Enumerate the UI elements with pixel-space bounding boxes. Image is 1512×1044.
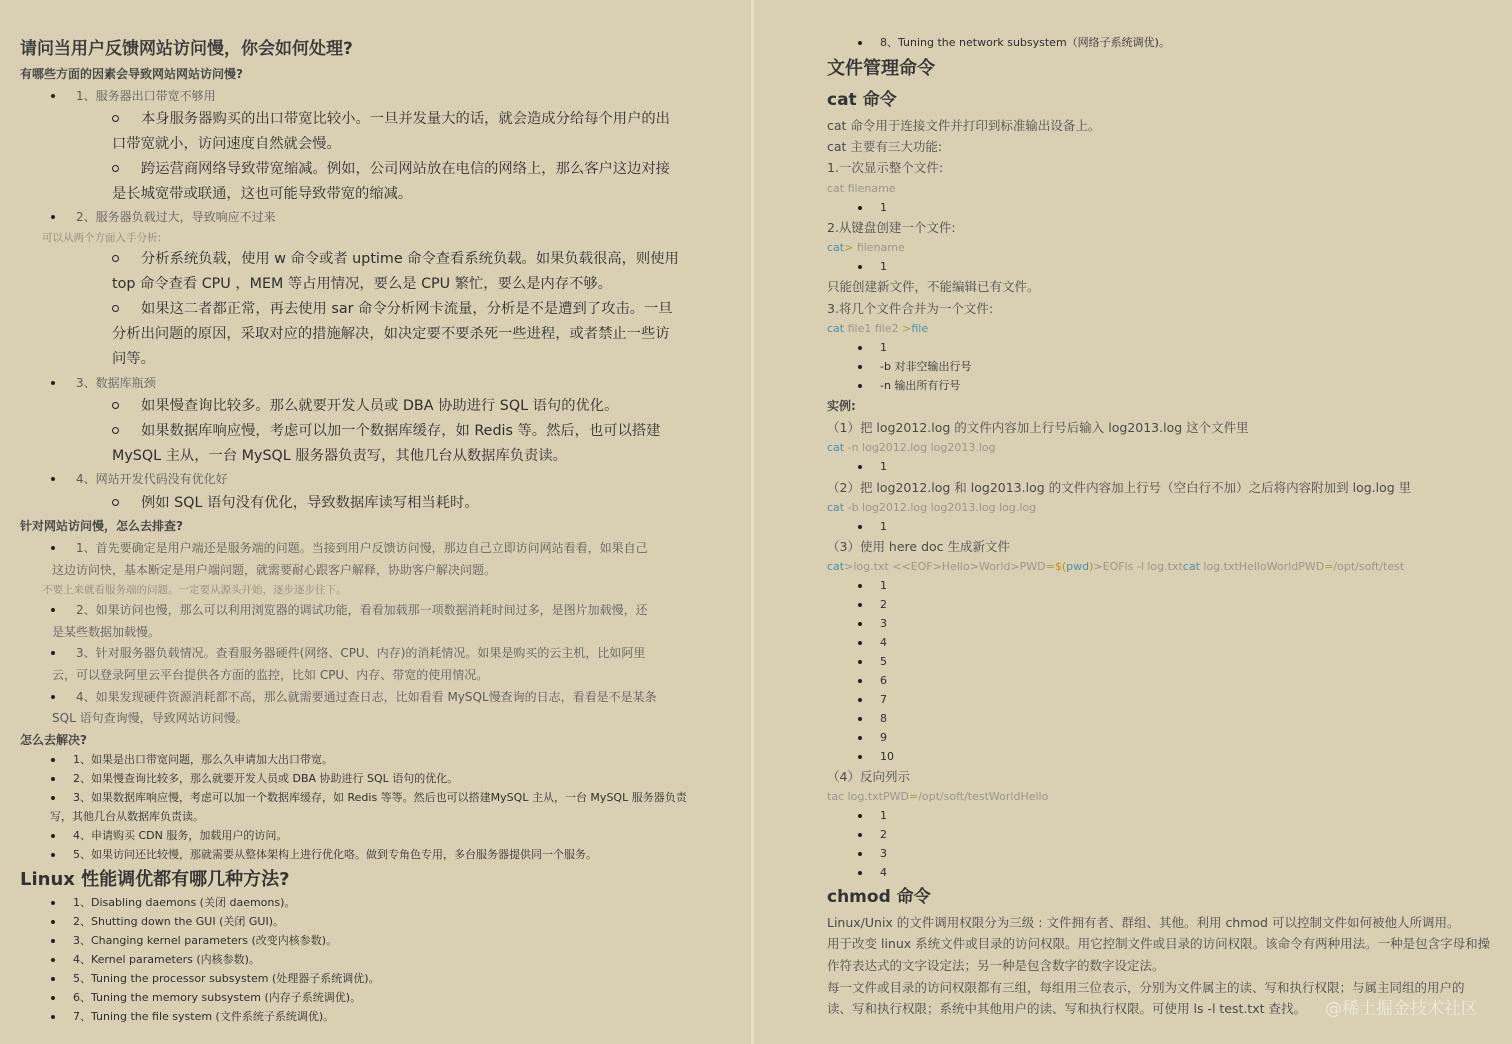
solve-item: 2、如果慢查询比较多，那么就要开发人员或 DBA 协助进行 SQL 语句的优化。 <box>73 772 459 785</box>
code-text: filename <box>853 241 905 254</box>
bullet-icon <box>858 871 862 875</box>
bullet-icon <box>51 796 55 800</box>
bullet-icon <box>51 777 55 781</box>
sub-item-line: 如果慢查询比较多。那么就要开发人员或 DBA 协助进行 SQL 语句的优化。 <box>141 398 619 414</box>
solve-item: 1、如果是出口带宽问题，那么久申请加大出口带宽。 <box>73 753 333 766</box>
line-number: 9 <box>880 731 887 744</box>
line-number: 1 <box>880 520 887 533</box>
circle-bullet-icon <box>112 165 119 172</box>
line-number: 2 <box>880 828 887 841</box>
func-2: 2.从键盘创建一个文件: <box>827 220 956 235</box>
linux-item: 3、Changing kernel parameters (改变内核参数)。 <box>73 934 338 947</box>
code-keyword: cat <box>827 501 845 514</box>
code-text: file <box>911 322 929 335</box>
func-1: 1.一次显示整个文件: <box>827 160 944 175</box>
bullet-icon <box>858 698 862 702</box>
solve-item: 3、如果数据库响应慢，考虑可以加一个数据库缓存，如 Redis 等等。然后也可以搭建MySQL 主从，一台 MySQL 服务器负责 <box>73 791 687 804</box>
line-number: 10 <box>880 750 894 763</box>
examples-heading: 实例: <box>827 399 856 413</box>
circle-bullet-icon <box>112 402 119 409</box>
linux-item: 2、Shutting down the GUI (关闭 GUI)。 <box>73 915 284 928</box>
bullet-icon <box>858 584 862 588</box>
chmod-heading: chmod 命令 <box>827 887 931 907</box>
sub-item-line: 分析系统负载，使用 w 命令或者 uptime 命令查看系统负载。如果负载很高，则使用 <box>141 251 679 267</box>
bullet-icon <box>858 814 862 818</box>
bullet-icon <box>858 206 862 210</box>
code-line <box>827 438 996 458</box>
check-3-cont: 云，可以登录阿里云平台提供各方面的监控，比如 CPU、内存、带宽的使用情况。 <box>52 668 489 682</box>
bullet-icon <box>858 755 862 759</box>
cause-2: 2、服务器负载过大，导致响应不过来 <box>76 210 276 224</box>
linux-item: 1、Disabling daemons (关闭 daemons)。 <box>73 896 296 909</box>
chmod-para: 每一文件或目录的访问权限都有三组，每组用三位表示，分别为文件属主的读、写和执行权限；与属主同组的用户的 <box>827 980 1465 995</box>
code-text: /opt/soft/test <box>1333 560 1405 573</box>
check-2-cont: 是某些数据加载慢。 <box>52 625 161 639</box>
linux-item: 4、Kernel parameters (内核参数)。 <box>73 953 260 966</box>
check-2: 2、如果访问也慢，那么可以利用浏览器的调试功能，看看加载那一项数据消耗时间过多，是图片加载慢，还 <box>76 603 648 617</box>
line-number: 1 <box>880 260 887 273</box>
chmod-para: Linux/Unix 的文件调用权限分为三级 : 文件拥有者、群组、其他。利用 chmod 可以控制文件如何被他人所调用。 <box>827 915 1460 930</box>
check-4-cont: SQL 语句查询慢，导致网站访问慢。 <box>52 711 248 725</box>
line-number: 3 <box>880 847 887 860</box>
example-4: （4）反向列示 <box>827 769 910 784</box>
page-title: 请问当用户反馈网站访问慢，你会如何处理? <box>20 39 353 59</box>
sub-item-line: top 命令查看 CPU ，MEM 等占用情况，要么是 CPU 繁忙，要么是内存不够。 <box>112 276 612 292</box>
bullet-icon <box>858 365 862 369</box>
bullet-icon <box>858 41 862 45</box>
bullet-icon <box>858 465 862 469</box>
sub-item-line: 如果数据库响应慢，考虑可以加一个数据库缓存，如 Redis 等。然后，也可以搭建 <box>141 423 661 439</box>
cat-desc: cat 命令用于连接文件并打印到标准输出设备上。 <box>827 118 1101 133</box>
bullet-icon <box>858 679 862 683</box>
code-text: /opt/soft/testWorldHello <box>918 790 1049 803</box>
code-operator: = <box>908 790 919 803</box>
circle-bullet-icon <box>112 115 119 122</box>
cat-heading: cat 命令 <box>827 90 897 110</box>
code-keyword: cat <box>827 441 845 454</box>
code-line <box>827 238 905 258</box>
example-1: （1）把 log2012.log 的文件内容加上行号后输入 log2013.log 这个文件里 <box>827 420 1249 435</box>
code-keyword: cat <box>827 560 845 573</box>
bullet-icon <box>51 901 55 905</box>
code-operator: $( <box>1054 560 1067 573</box>
func-2-note: 只能创建新文件，不能编辑已有文件。 <box>827 279 1040 294</box>
bullet-icon <box>51 695 55 699</box>
bullet-icon <box>858 622 862 626</box>
circle-bullet-icon <box>112 255 119 262</box>
cause-4: 4、网站开发代码没有优化好 <box>76 472 228 486</box>
code-line: cat filename <box>827 182 896 195</box>
linux-item: 8、Tuning the network subsystem（网络子系统调优)。 <box>880 36 1170 49</box>
circle-bullet-icon <box>112 499 119 506</box>
circle-bullet-icon <box>112 427 119 434</box>
bullet-icon <box>858 384 862 388</box>
page-divider <box>751 0 754 1044</box>
code-line <box>827 498 1036 518</box>
bullet-icon <box>51 215 55 219</box>
check-4: 4、如果发现硬件资源消耗都不高，那么就需要通过查日志，比如看看 MySQL慢查询的日志，看看是不是某条 <box>76 690 657 704</box>
line-number: 1 <box>880 809 887 822</box>
sub-item-line: 如果这二者都正常，再去使用 sar 命令分析网卡流量，分析是不是遭到了攻击。一旦 <box>141 301 673 317</box>
line-number: 1 <box>880 341 887 354</box>
code-text: >EOFls -l log.txt <box>1093 560 1183 573</box>
bullet-icon <box>858 717 862 721</box>
bullet-icon <box>51 834 55 838</box>
sub-item-line: 跨运营商网络导致带宽缩减。例如，公司网站放在电信的网络上，那么客户这边对接 <box>141 161 670 177</box>
circle-bullet-icon <box>112 305 119 312</box>
line-number: 1 <box>880 579 887 592</box>
bullet-icon <box>858 346 862 350</box>
code-text: tac log.txtPWD <box>827 790 909 803</box>
sub-item-line: 是长城宽带或联通，这也可能导致带宽的缩减。 <box>112 186 413 202</box>
bullet-icon <box>51 958 55 962</box>
code-keyword: cat <box>1182 560 1200 573</box>
bullet-icon <box>51 94 55 98</box>
code-text: -n log2012.log log2013.log <box>844 441 996 454</box>
linux-item: 5、Tuning the processor subsystem (处理器子系统调优)。 <box>73 972 380 985</box>
check-note: 不要上来就看服务端的问题。一定要从源头开始，逐步逐步往下。 <box>42 584 347 596</box>
code-keyword: cat <box>827 241 845 254</box>
solve-item: 4、申请购买 CDN 服务，加载用户的访问。 <box>73 829 288 842</box>
bullet-icon <box>51 608 55 612</box>
bullet-icon <box>51 546 55 550</box>
bullet-icon <box>858 852 862 856</box>
bullet-icon <box>51 920 55 924</box>
bullet-icon <box>51 1015 55 1019</box>
bullet-icon <box>51 758 55 762</box>
code-operator: = <box>1324 560 1334 573</box>
linux-item: 6、Tuning the memory subsystem (内存子系统调优)。 <box>73 991 362 1004</box>
code-text: >log.txt <<EOF>Hello>World>PWD <box>844 560 1046 573</box>
check-1: 1、首先要确定是用户端还是服务端的问题。当接到用户反馈访问慢，那边自己立即访问网站看看，如果自己 <box>76 541 648 555</box>
file-heading: 文件管理命令 <box>827 58 935 79</box>
line-number: 7 <box>880 693 887 706</box>
bullet-icon <box>51 477 55 481</box>
line-number: 1 <box>880 201 887 214</box>
chmod-para: 用于改变 linux 系统文件或目录的访问权限。用它控制文件或目录的访问权限。该命令有两种用法。一种是包含字母和操 <box>827 936 1491 951</box>
code-operator: = <box>1045 560 1055 573</box>
code-operator: > <box>902 322 912 335</box>
code-text: pwd <box>1066 560 1090 573</box>
solve-item: 5、如果访问还比较慢，那就需要从整体架构上进行优化咯。做到专角色专用，多台服务器提供同一个服务。 <box>73 848 597 861</box>
code-keyword: cat <box>827 322 845 335</box>
line-number: 6 <box>880 674 887 687</box>
solve-item-cont: 写，其他几台从数据库负责读。 <box>50 810 204 823</box>
line-number: 8 <box>880 712 887 725</box>
bullet-icon <box>858 265 862 269</box>
option-n: -n 输出所有行号 <box>880 379 961 392</box>
bullet-icon <box>51 996 55 1000</box>
func-3: 3.将几个文件合并为一个文件: <box>827 301 994 316</box>
line-number: 2 <box>880 598 887 611</box>
linux-heading: Linux 性能调优都有哪几种方法? <box>20 869 290 890</box>
bullet-icon <box>51 381 55 385</box>
chmod-para: 作符表达式的文字设定法；另一种是包含数字的数字设定法。 <box>827 958 1165 973</box>
bullet-icon <box>858 525 862 529</box>
bullet-icon <box>51 939 55 943</box>
example-3: （3）使用 here doc 生成新文件 <box>827 539 1010 554</box>
code-line <box>827 557 1404 577</box>
code-line <box>827 319 928 339</box>
bullet-icon <box>51 853 55 857</box>
bullet-icon <box>858 833 862 837</box>
code-operator: ) <box>1089 560 1094 573</box>
code-text: file1 file2 <box>844 322 903 335</box>
bullet-icon <box>51 651 55 655</box>
line-number: 4 <box>880 636 887 649</box>
bullet-icon <box>858 603 862 607</box>
sub-item-line: 例如 SQL 语句没有优化，导致数据库读写相当耗时。 <box>141 495 479 511</box>
cause-1: 1、服务器出口带宽不够用 <box>76 89 216 103</box>
linux-item: 7、Tuning the file system (文件系统子系统调优)。 <box>73 1010 335 1023</box>
check-1-cont: 这边访问快，基本断定是用户端问题，就需要耐心跟客户解释，协助客户解决问题。 <box>52 563 497 577</box>
sub-item-line: 分析出问题的原因，采取对应的措施解决，如决定要不要杀死一些进程，或者禁止一些访 <box>112 326 670 342</box>
option-b: -b 对非空输出行号 <box>880 360 972 373</box>
line-number: 5 <box>880 655 887 668</box>
example-2: （2）把 log2012.log 和 log2013.log 的文件内容加上行号（空白行不加）之后将内容附加到 log.log 里 <box>827 480 1412 495</box>
code-text: -b log2012.log log2013.log log.log <box>844 501 1037 514</box>
code-operator: > <box>844 241 854 254</box>
chmod-para: 读、写和执行权限；系统中其他用户的读、写和执行权限。可使用 ls -l test.txt 查找。 <box>827 1001 1307 1016</box>
line-number: 3 <box>880 617 887 630</box>
watermark: @稀土掘金技术社区 <box>1325 999 1478 1019</box>
bullet-icon <box>858 736 862 740</box>
sub-item-line: 口带宽就小，访问速度自然就会慢。 <box>112 136 341 152</box>
sub-item-line: 本身服务器购买的出口带宽比较小。一旦并发量大的话，就会造成分给每个用户的出 <box>141 111 670 127</box>
bullet-icon <box>858 641 862 645</box>
cat-funcs: cat 主要有三大功能: <box>827 139 943 154</box>
cause-3: 3、数据库瓶颈 <box>76 376 156 390</box>
solve-heading: 怎么去解决? <box>20 733 87 747</box>
check-3: 3、针对服务器负载情况。查看服务器硬件(网络、CPU、内存)的消耗情况。如果是购买的云主机，比如阿里 <box>76 646 646 660</box>
sub-item-line: MySQL 主从，一台 MySQL 服务器负责写，其他几台从数据库负责读。 <box>112 448 567 464</box>
sub-item-line: 问等。 <box>112 351 155 367</box>
line-number: 1 <box>880 460 887 473</box>
bullet-icon <box>858 660 862 664</box>
bullet-icon <box>51 977 55 981</box>
line-number: 4 <box>880 866 887 879</box>
code-text: log.txtHelloWorldPWD <box>1199 560 1325 573</box>
causes-heading: 有哪些方面的因素会导致网站网站访问慢? <box>20 67 243 81</box>
cause-2-note: 可以从两个方面入手分析: <box>42 232 162 244</box>
check-heading: 针对网站访问慢，怎么去排查? <box>20 519 183 533</box>
code-line <box>827 787 1048 807</box>
